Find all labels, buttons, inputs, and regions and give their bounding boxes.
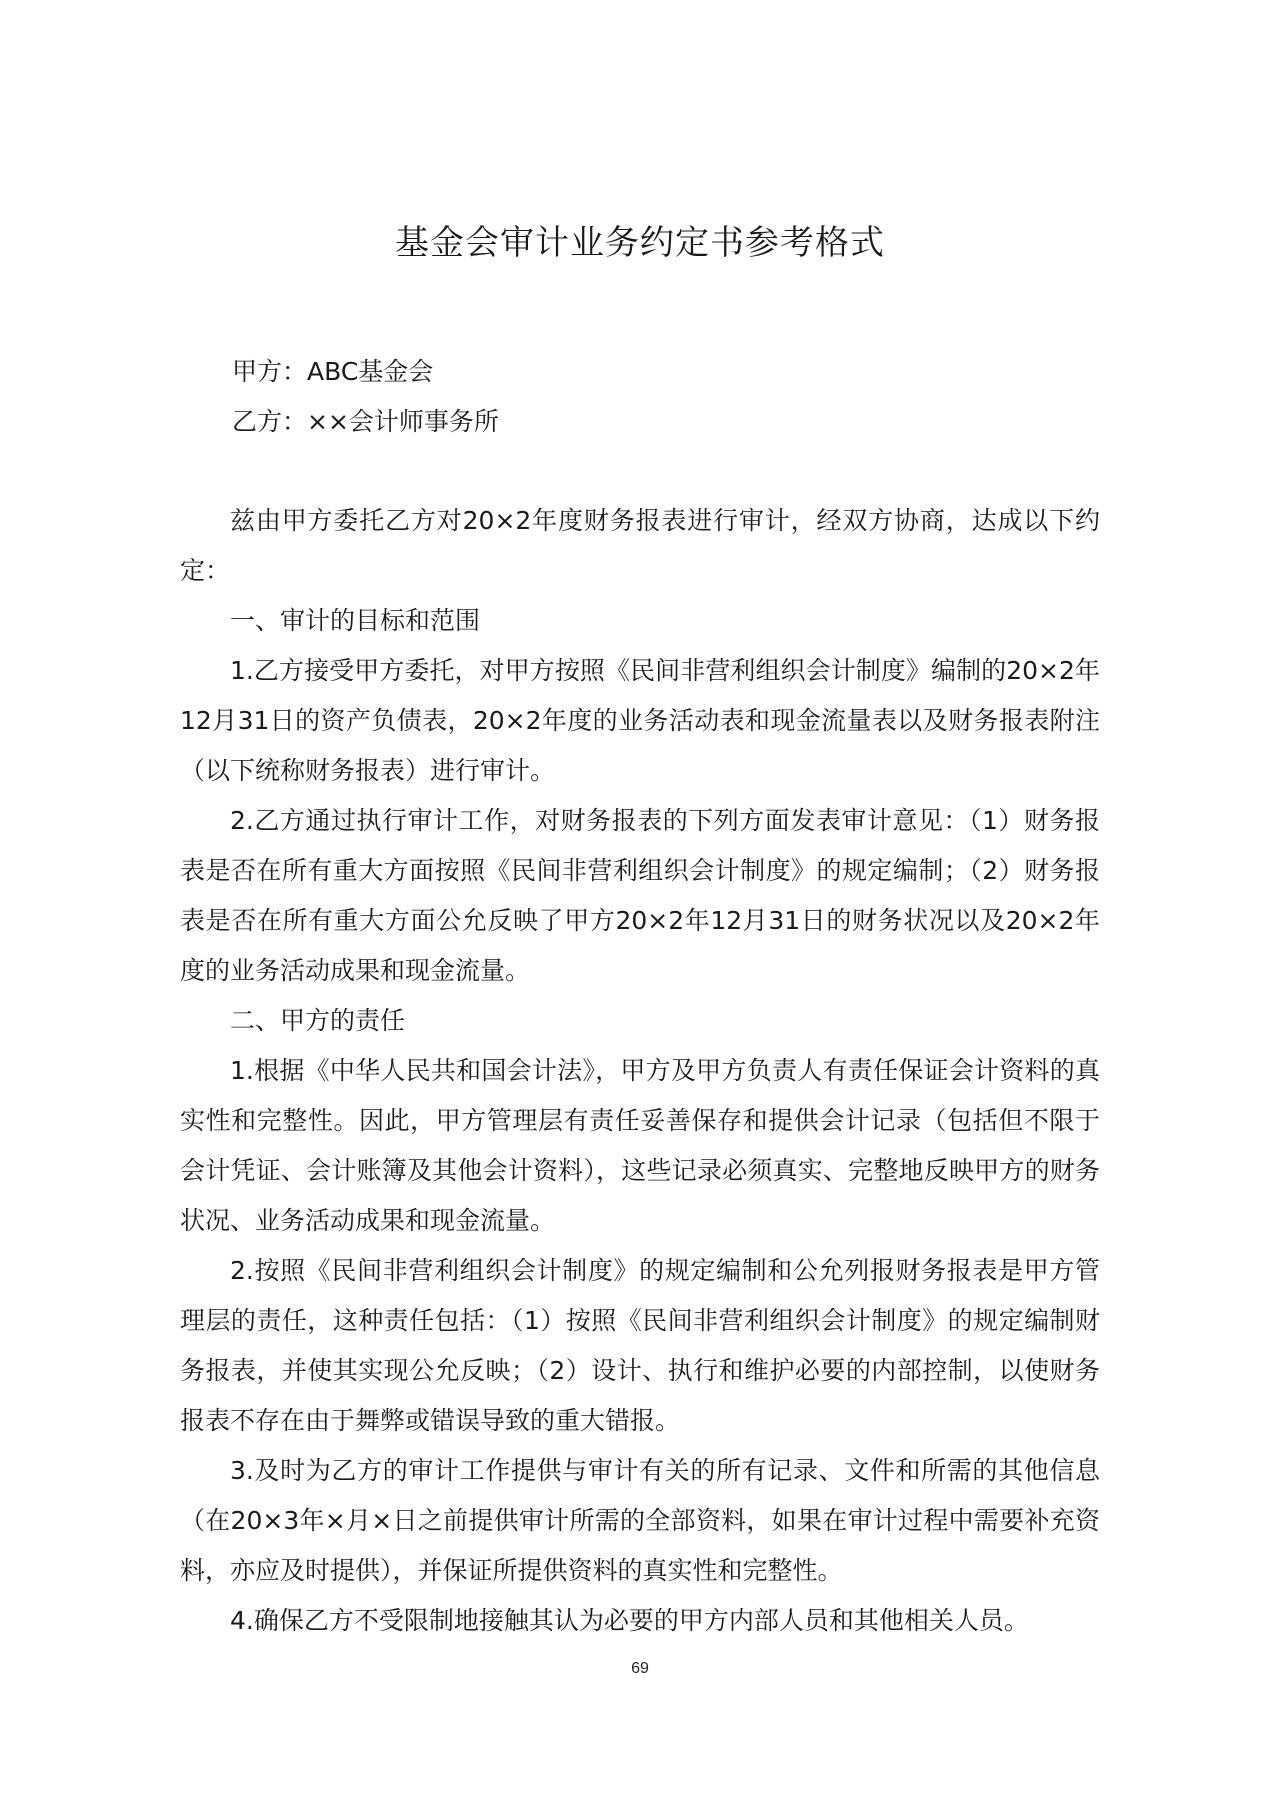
section-1-item-2: 2.乙方通过执行审计工作，对财务报表的下列方面发表审计意见：（1）财务报表是否在所有重大方面按照《民间非营利组织会计制度》的规定编制；（2）财务报表是否在所有重大方面公允反映了甲方20×2年12月31日的财务状况以及20×2年度的业务活动成果和现金流量。 xyxy=(180,806,1100,985)
document-body xyxy=(180,496,1100,1646)
party-b: 乙方：××会计师事务所 xyxy=(232,407,499,436)
section-2-item-2: 2.按照《民间非营利组织会计制度》的规定编制和公允列报财务报表是甲方管理层的责任，这种责任包括：（1）按照《民间非营利组织会计制度》的规定编制财务报表，并使其实现公允反映；（2）设计、执行和维护必要的内部控制，以使财务报表不存在由于舞弊或错误导致的重大错报。 xyxy=(180,1256,1100,1435)
section-1-heading: 一、审计的目标和范围 xyxy=(230,606,481,635)
page-number: 69 xyxy=(631,1660,649,1677)
section-2-item-3: 3.及时为乙方的审计工作提供与审计有关的所有记录、文件和所需的其他信息（在20×3年×月×日之前提供审计所需的全部资料，如果在审计过程中需要补充资料，亦应及时提供），并保证所提供资料的真实性和完整性。 xyxy=(180,1456,1100,1585)
parties-block xyxy=(232,347,1132,447)
party-a: 甲方：ABC基金会 xyxy=(232,357,434,386)
section-2-heading: 二、甲方的责任 xyxy=(230,1006,406,1035)
section-1-item-1: 1.乙方接受甲方委托，对甲方按照《民间非营利组织会计制度》编制的20×2年12月31日的资产负债表，20×2年度的业务活动表和现金流量表以及财务报表附注（以下统称财务报表）进行审计。 xyxy=(180,656,1100,785)
section-2-item-4: 4.确保乙方不受限制地接触其认为必要的甲方内部人员和其他相关人员。 xyxy=(230,1606,1029,1635)
intro-paragraph: 兹由甲方委托乙方对20×2年度财务报表进行审计，经双方协商，达成以下约定： xyxy=(180,506,1100,585)
section-2-item-1: 1.根据《中华人民共和国会计法》，甲方及甲方负责人有责任保证会计资料的真实性和完整性。因此，甲方管理层有责任妥善保存和提供会计记录（包括但不限于会计凭证、会计账簿及其他会计资料），这些记录必须真实、完整地反映甲方的财务状况、业务活动成果和现金流量。 xyxy=(180,1056,1100,1235)
document-title: 基金会审计业务约定书参考格式 xyxy=(395,223,885,263)
